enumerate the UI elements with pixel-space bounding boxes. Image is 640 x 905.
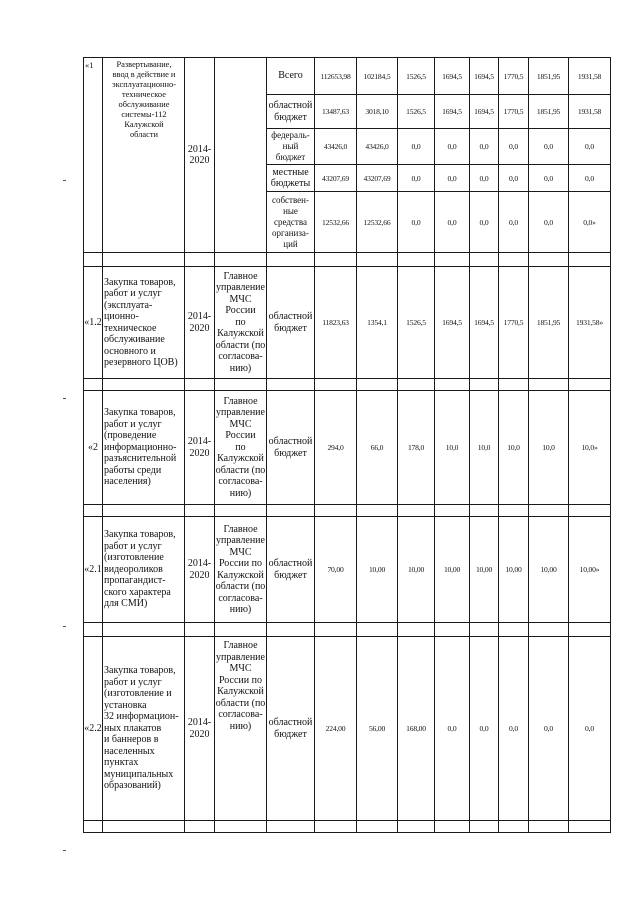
value-cell: 1526,5: [406, 318, 426, 327]
value-cell: 1526,5: [406, 107, 426, 116]
value-cell: 1694,5: [442, 318, 462, 327]
value-cell: 0,0: [479, 217, 489, 227]
measure-name: Закупка товаров, работ и услуг (изготовление видеороликов пропагандист- ского характера для СМИ): [104, 529, 176, 610]
source-label: Всего: [278, 70, 303, 82]
budget-table: [83, 57, 611, 833]
value-cell: 12532,66: [363, 217, 391, 227]
value-cell: 10,00»: [579, 565, 600, 574]
value-cell: 0,0: [585, 173, 594, 183]
value-cell: 13487,63: [322, 107, 349, 116]
period: 2014- 2020: [187, 717, 212, 740]
value-cell: 0,0: [509, 173, 518, 183]
value-cell: 294,0: [327, 443, 344, 452]
period: 2014- 2020: [187, 311, 212, 334]
table-border: [83, 832, 611, 833]
value-cell: 224,00: [325, 724, 346, 733]
value-cell: 1931,58»: [576, 318, 603, 327]
value-cell: 1694,5: [474, 107, 494, 116]
row-number: «1: [85, 61, 94, 70]
value-cell: 1770,5: [503, 318, 524, 327]
value-cell: 1526,5: [406, 71, 426, 81]
value-cell: 70,00: [327, 565, 344, 574]
value-cell: 10,00: [407, 565, 425, 574]
value-cell: 43207,69: [322, 173, 349, 183]
value-cell: 10,00: [475, 565, 493, 574]
scan-mark: [63, 180, 66, 181]
source-label: областной бюджет: [268, 717, 313, 740]
value-cell: 1694,5: [442, 71, 462, 81]
value-cell: 10,00: [443, 565, 461, 574]
value-cell: 0,0: [479, 173, 489, 183]
source-label: федераль- ный бюджет: [271, 130, 310, 162]
measure-name: Закупка товаров, работ и услуг (изготовление и установка 32 информацион- ных плакатов и баннеров в населенных пунктах муниципальных образований): [104, 665, 179, 792]
value-cell: 66,0: [370, 443, 384, 452]
measure-name: Закупка товаров, работ и услуг (эксплуата- ционно- техническое обслуживание основного и резервного ЦОВ): [104, 276, 178, 368]
value-cell: 0,0: [447, 724, 457, 733]
period: 2014- 2020: [187, 143, 212, 166]
source-label: областной бюджет: [268, 436, 313, 459]
source-label: областной бюджет: [268, 558, 313, 581]
measure-name: Закупка товаров, работ и услуг (проведение информационно- разъяснительной работы среди населения): [104, 407, 177, 488]
source-label: областной бюджет: [268, 100, 313, 123]
value-cell: 0,0: [544, 173, 553, 183]
value-cell: 0,0: [544, 217, 553, 227]
value-cell: 102184,5: [363, 71, 391, 81]
value-cell: 0,0: [509, 217, 518, 227]
value-cell: 0,0: [447, 217, 457, 227]
executor: Главное управление МЧС России по Калужской области (по согласова- нию): [215, 395, 266, 499]
value-cell: 1354,1: [367, 318, 387, 327]
value-cell: 178,0: [407, 443, 425, 452]
value-cell: 11823,63: [322, 318, 349, 327]
value-cell: 168,00: [406, 724, 426, 733]
value-cell: 0,0: [585, 142, 594, 151]
value-cell: 43207,69: [363, 173, 391, 183]
value-cell: 10,00: [368, 565, 386, 574]
row-number: «2.2: [84, 722, 102, 734]
value-cell: 1770,5: [503, 71, 524, 81]
value-cell: 10,00: [540, 565, 557, 574]
value-cell: 0,0: [509, 724, 518, 733]
value-cell: 0,0: [479, 142, 489, 151]
value-cell: 0,0»: [583, 217, 596, 227]
value-cell: 10,0: [507, 443, 520, 452]
value-cell: 0,0: [447, 142, 457, 151]
value-cell: 10,0: [477, 443, 491, 452]
value-cell: 0,0: [585, 724, 594, 733]
value-cell: 10,0: [542, 443, 555, 452]
value-cell: 43426,0: [323, 142, 348, 151]
value-cell: 10,00: [505, 565, 522, 574]
scan-mark: [63, 850, 66, 851]
value-cell: 0,0: [509, 142, 518, 151]
value-cell: 112653,98: [320, 71, 351, 81]
measure-name: Развертывание, ввод в действие и эксплуатационно- техническое обслуживание системы-112 Калужской области: [112, 60, 176, 139]
value-cell: 0,0: [479, 724, 489, 733]
value-cell: 0,0: [544, 142, 553, 151]
value-cell: 1931,58: [577, 71, 602, 81]
source-label: собствен- ные средства организа- ций: [271, 194, 309, 249]
value-cell: 10,0»: [581, 443, 598, 452]
value-cell: 12532,66: [322, 217, 349, 227]
value-cell: 1694,5: [442, 107, 462, 116]
value-cell: 1851,95: [536, 71, 561, 81]
value-cell: 1851,95: [536, 107, 561, 116]
value-cell: 0,0: [411, 142, 421, 151]
row-number: «2.1: [84, 563, 102, 575]
value-cell: 1851,95: [536, 318, 561, 327]
source-label: областной бюджет: [268, 311, 313, 334]
value-cell: 0,0: [447, 173, 457, 183]
value-cell: 0,0: [544, 724, 553, 733]
value-cell: 3018,10: [365, 107, 389, 116]
value-cell: 56,00: [368, 724, 386, 733]
value-cell: 1770,5: [503, 107, 524, 116]
value-cell: 10,0: [445, 443, 459, 452]
source-label: местные бюджеты: [270, 166, 311, 189]
scan-mark: [63, 626, 66, 627]
period: 2014- 2020: [187, 436, 212, 459]
value-cell: 43426,0: [365, 142, 389, 151]
value-cell: 0,0: [411, 217, 421, 227]
executor: Главное управление МЧС России по Калужской области (по согласова- нию): [215, 270, 266, 374]
executor: Главное управление МЧС России по Калужской области (по согласова- нию): [215, 523, 266, 615]
period: 2014- 2020: [187, 558, 212, 581]
row-number: «2: [88, 441, 98, 453]
row-number: «1.2: [84, 316, 102, 328]
value-cell: 0,0: [411, 173, 421, 183]
value-cell: 1694,5: [474, 71, 494, 81]
scan-mark: [63, 398, 66, 399]
value-cell: 1931,58: [577, 107, 602, 116]
executor: Главное управление МЧС России по Калужской области (по согласова- нию): [215, 640, 266, 732]
value-cell: 1694,5: [474, 318, 494, 327]
table-border: [610, 57, 611, 833]
